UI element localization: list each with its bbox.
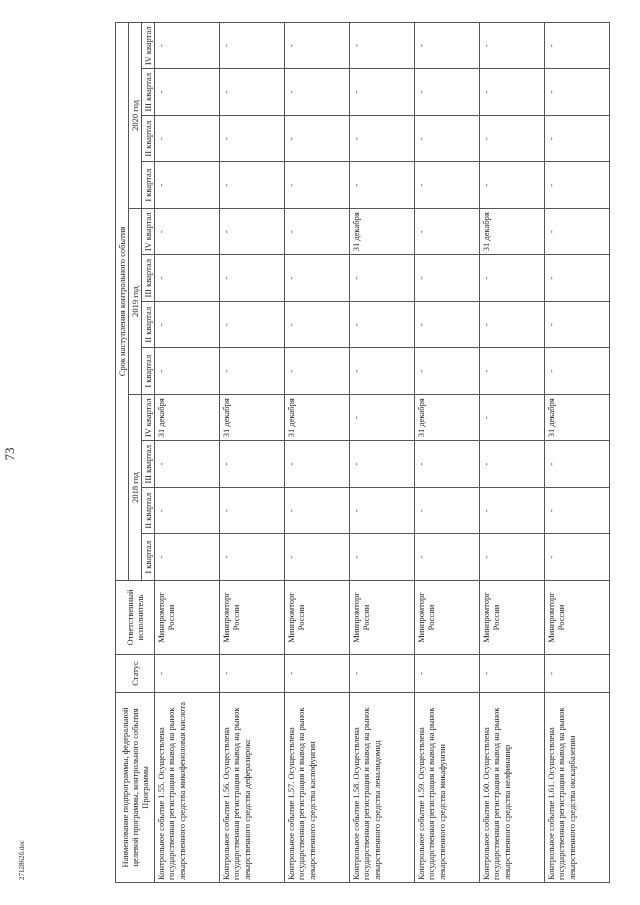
deadline-cell: - [350, 348, 415, 395]
deadline-cell: - [220, 488, 285, 535]
deadline-cell: 31 декабря [285, 395, 350, 442]
header-year-2018: 2018 год [129, 395, 142, 581]
header-quarter: IV квартал [142, 209, 155, 256]
status-cell: - [545, 655, 610, 693]
deadline-cell: - [285, 116, 350, 163]
deadline-cell: - [220, 116, 285, 163]
responsible-cell: Минпромторг России [480, 581, 545, 655]
deadline-cell: - [285, 22, 350, 69]
deadline-cell: - [155, 348, 220, 395]
deadline-cell: - [545, 22, 610, 69]
status-cell: - [480, 655, 545, 693]
header-quarter: IV квартал [142, 395, 155, 442]
deadline-cell: - [545, 348, 610, 395]
deadline-cell: - [350, 162, 415, 209]
deadline-cell: - [350, 116, 415, 163]
deadline-cell: - [415, 162, 480, 209]
deadline-cell: - [285, 69, 350, 116]
deadline-cell: - [415, 534, 480, 581]
deadline-cell: 31 декабря [545, 395, 610, 442]
deadline-cell: - [480, 395, 545, 442]
deadline-cell: - [480, 488, 545, 535]
deadline-cell: - [155, 22, 220, 69]
table-row [155, 22, 220, 882]
deadline-cell: - [415, 255, 480, 302]
status-cell: - [155, 655, 220, 693]
deadline-cell: - [545, 69, 610, 116]
deadline-cell: - [480, 302, 545, 349]
deadline-cell: - [220, 162, 285, 209]
status-cell: - [350, 655, 415, 693]
status-cell: - [220, 655, 285, 693]
header-quarter: III квартал [142, 255, 155, 302]
deadline-cell: - [545, 302, 610, 349]
deadline-cell: - [480, 534, 545, 581]
responsible-cell: Минпромторг России [415, 581, 480, 655]
deadline-cell: - [155, 488, 220, 535]
responsible-cell: Минпромторг России [220, 581, 285, 655]
event-name-cell: Контрольное событие 1.61. Осуществлена государственная регистрация и вывод на рынок лекарственного средства окскарбазепин [545, 693, 610, 883]
deadline-cell: - [155, 255, 220, 302]
deadline-cell: - [545, 209, 610, 256]
header-quarter: I квартал [142, 348, 155, 395]
event-name-cell: Контрольное событие 1.60. Осуществлена государственная регистрация и вывод на рынок лекарственного средства нелфинавир [480, 693, 545, 883]
deadline-cell: - [220, 209, 285, 256]
deadline-cell: - [480, 69, 545, 116]
deadline-cell: - [155, 209, 220, 256]
deadline-cell: - [480, 348, 545, 395]
deadline-cell: - [220, 22, 285, 69]
control-events-table [115, 22, 610, 883]
table-row [220, 22, 285, 882]
deadline-cell: - [415, 116, 480, 163]
deadline-cell: - [415, 209, 480, 256]
deadline-cell: - [350, 488, 415, 535]
header-responsible: Ответственный исполнитель [116, 581, 155, 655]
deadline-cell: - [285, 348, 350, 395]
deadline-cell: - [155, 302, 220, 349]
header-quarter: I квартал [142, 534, 155, 581]
deadline-cell: - [285, 255, 350, 302]
status-cell: - [415, 655, 480, 693]
rotated-table-container [115, 23, 615, 883]
table-row [480, 22, 545, 882]
event-name-cell: Контрольное событие 1.57. Осуществлена государственная регистрация и вывод на рынок лекарственного средства каспофунгин [285, 693, 350, 883]
table-row [285, 22, 350, 882]
event-name-cell: Контрольное событие 1.56. Осуществлена государственная регистрация и вывод на рынок лекарственного средства деферазирокс [220, 693, 285, 883]
deadline-cell: - [220, 441, 285, 488]
deadline-cell: - [480, 162, 545, 209]
deadline-cell: - [480, 441, 545, 488]
deadline-cell: - [220, 534, 285, 581]
responsible-cell: Минпромторг России [155, 581, 220, 655]
deadline-cell: 31 декабря [220, 395, 285, 442]
deadline-cell: - [350, 255, 415, 302]
page-number: 73 [2, 447, 17, 461]
deadline-cell: - [155, 534, 220, 581]
responsible-cell: Минпромторг России [545, 581, 610, 655]
deadline-cell: - [285, 534, 350, 581]
event-name-cell: Контрольное событие 1.59. Осуществлена государственная регистрация и вывод на рынок лекарственного средства микафунгин [415, 693, 480, 883]
deadline-cell: - [415, 69, 480, 116]
deadline-cell: - [415, 441, 480, 488]
header-quarter: II квартал [142, 116, 155, 163]
deadline-cell: - [545, 441, 610, 488]
header-quarter: I квартал [142, 162, 155, 209]
deadline-cell: - [480, 255, 545, 302]
deadline-cell: - [545, 488, 610, 535]
footer-filename: 2712862б.doc [18, 840, 26, 880]
header-status: Статус [116, 655, 155, 693]
deadline-cell: - [350, 302, 415, 349]
deadline-cell: - [415, 488, 480, 535]
deadline-cell: - [480, 22, 545, 69]
deadline-cell: - [155, 441, 220, 488]
table-row [350, 22, 415, 882]
deadline-cell: 31 декабря [350, 209, 415, 256]
deadline-cell: - [350, 22, 415, 69]
deadline-cell: - [155, 69, 220, 116]
table-row [415, 22, 480, 882]
header-quarter: II квартал [142, 488, 155, 535]
header-quarter: III квартал [142, 69, 155, 116]
deadline-cell: 31 декабря [415, 395, 480, 442]
deadline-cell: - [350, 69, 415, 116]
deadline-cell: - [285, 209, 350, 256]
deadline-cell: - [415, 302, 480, 349]
deadline-cell: - [415, 22, 480, 69]
deadline-cell: - [220, 69, 285, 116]
deadline-cell: - [545, 534, 610, 581]
deadline-cell: - [285, 441, 350, 488]
header-quarter: III квартал [142, 441, 155, 488]
responsible-cell: Минпромторг России [350, 581, 415, 655]
header-quarter: II квартал [142, 302, 155, 349]
header-year-2019: 2019 год [129, 209, 142, 395]
deadline-cell: - [220, 255, 285, 302]
deadline-cell: - [285, 488, 350, 535]
event-name-cell: Контрольное событие 1.58. Осуществлена государственная регистрация и вывод на рынок лекарственного средства леналидомид [350, 693, 415, 883]
status-cell: - [285, 655, 350, 693]
deadline-cell: - [220, 348, 285, 395]
deadline-cell: - [220, 302, 285, 349]
deadline-cell: - [350, 395, 415, 442]
table-row [545, 22, 610, 882]
event-name-cell: Контрольное событие 1.55. Осуществлена государственная регистрация и вывод на рынок лекарственного средства микофеноловая кислота [155, 693, 220, 883]
deadline-cell: - [285, 162, 350, 209]
deadline-cell: - [545, 116, 610, 163]
deadline-cell: - [155, 116, 220, 163]
deadline-cell: - [480, 116, 545, 163]
header-quarter: IV квартал [142, 22, 155, 69]
deadline-cell: 31 декабря [155, 395, 220, 442]
deadline-cell: - [545, 255, 610, 302]
responsible-cell: Минпромторг России [285, 581, 350, 655]
deadline-cell: - [285, 302, 350, 349]
deadline-cell: - [350, 534, 415, 581]
deadline-cell: - [350, 441, 415, 488]
deadline-cell: - [155, 162, 220, 209]
header-deadline: Срок наступления контрольного события [116, 22, 129, 580]
deadline-cell: - [545, 162, 610, 209]
header-year-2020: 2020 год [129, 22, 142, 208]
deadline-cell: 31 декабря [480, 209, 545, 256]
deadline-cell: - [415, 348, 480, 395]
header-name: Наименование подпрограммы, федеральной целевой программы, контрольного события Программы [116, 693, 155, 883]
